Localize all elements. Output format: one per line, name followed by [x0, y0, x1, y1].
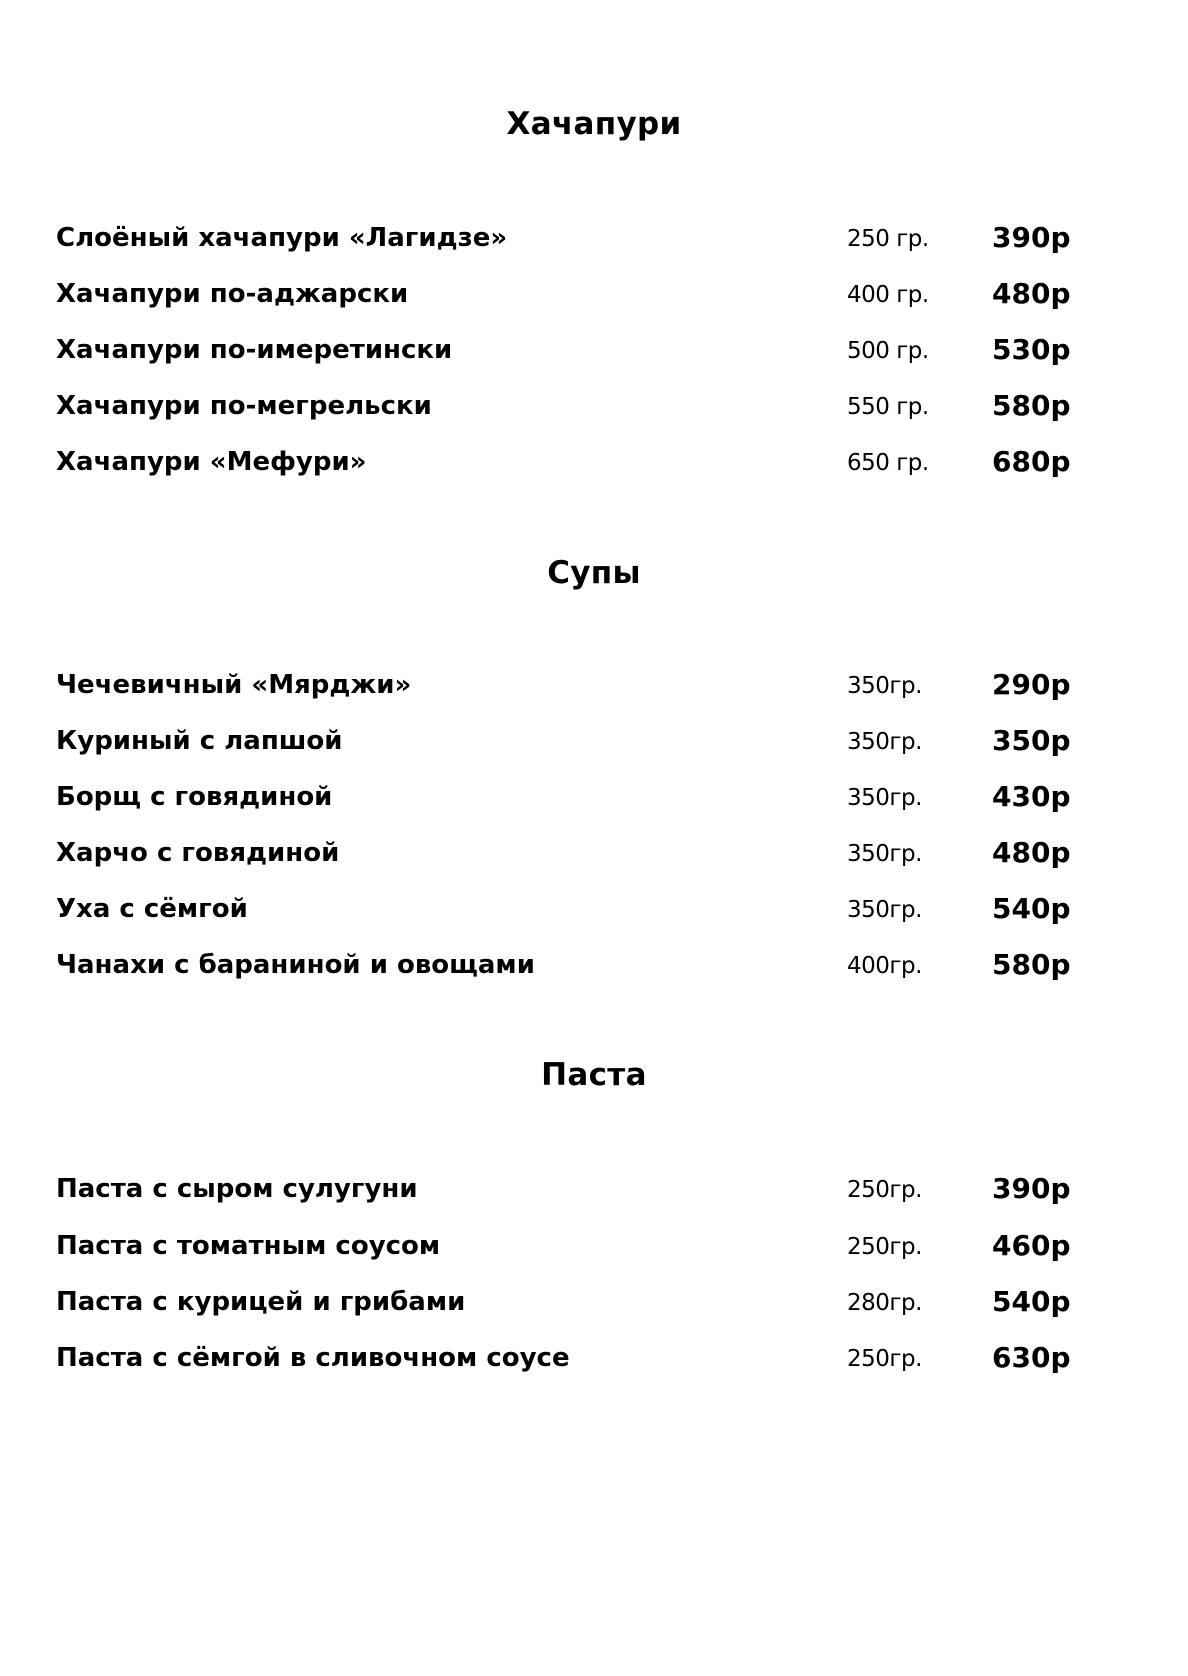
- menu-item: [0, 945, 1188, 985]
- item-weight: 250гр.: [847, 1234, 922, 1260]
- item-price: 480р: [992, 277, 1071, 310]
- item-price: 530р: [992, 333, 1071, 366]
- item-name: Паста с сёмгой в сливочном соусе: [56, 1343, 570, 1373]
- item-weight: 400гр.: [847, 953, 922, 979]
- item-name: Харчо с говядиной: [56, 838, 340, 868]
- item-name: Куриный с лапшой: [56, 726, 343, 756]
- item-name: Хачапури «Мефури»: [56, 447, 367, 477]
- item-weight: 250гр.: [847, 1177, 922, 1203]
- item-price: 680р: [992, 445, 1071, 478]
- item-price: 390р: [992, 1172, 1071, 1205]
- menu-item: [0, 777, 1188, 817]
- item-price: 630р: [992, 1341, 1071, 1374]
- menu-item: [0, 218, 1188, 258]
- item-weight: 400 гр.: [847, 282, 929, 308]
- item-name: Хачапури по-мегрельски: [56, 391, 432, 421]
- item-name: Борщ с говядиной: [56, 782, 333, 812]
- item-weight: 550 гр.: [847, 394, 929, 420]
- item-name: Хачапури по-аджарски: [56, 279, 409, 309]
- item-weight: 350гр.: [847, 673, 922, 699]
- menu-item: [0, 1226, 1188, 1266]
- item-name: Паста с сыром сулугуни: [56, 1174, 418, 1204]
- item-weight: 280гр.: [847, 1290, 922, 1316]
- item-price: 580р: [992, 389, 1071, 422]
- item-price: 290р: [992, 668, 1071, 701]
- item-weight: 350гр.: [847, 841, 922, 867]
- item-name: Чанахи с бараниной и овощами: [56, 950, 535, 980]
- menu-item: [0, 442, 1188, 482]
- section-title: Хачапури: [506, 106, 682, 142]
- item-name: Хачапури по-имеретински: [56, 335, 453, 365]
- section-title: Паста: [541, 1057, 647, 1093]
- item-weight: 350гр.: [847, 729, 922, 755]
- item-name: Паста с курицей и грибами: [56, 1287, 466, 1317]
- menu-item: [0, 889, 1188, 929]
- item-weight: 250 гр.: [847, 226, 929, 252]
- item-price: 540р: [992, 892, 1071, 925]
- item-weight: 650 гр.: [847, 450, 929, 476]
- menu-item: [0, 386, 1188, 426]
- menu-item: [0, 665, 1188, 705]
- menu-item: [0, 1282, 1188, 1322]
- item-name: Паста с томатным соусом: [56, 1231, 441, 1261]
- menu-item: [0, 721, 1188, 761]
- item-price: 350р: [992, 724, 1071, 757]
- item-price: 540р: [992, 1285, 1071, 1318]
- menu-item: [0, 274, 1188, 314]
- item-weight: 500 гр.: [847, 338, 929, 364]
- item-price: 580р: [992, 948, 1071, 981]
- item-price: 430р: [992, 780, 1071, 813]
- item-name: Уха с сёмгой: [56, 894, 248, 924]
- item-weight: 350гр.: [847, 897, 922, 923]
- item-price: 460р: [992, 1229, 1071, 1262]
- item-price: 480р: [992, 836, 1071, 869]
- item-price: 390р: [992, 221, 1071, 254]
- menu-item: [0, 330, 1188, 370]
- section-title: Супы: [547, 555, 641, 591]
- item-name: Чечевичный «Мярджи»: [56, 670, 412, 700]
- item-weight: 250гр.: [847, 1346, 922, 1372]
- menu-item: [0, 1338, 1188, 1378]
- item-weight: 350гр.: [847, 785, 922, 811]
- item-name: Слоёный хачапури «Лагидзе»: [56, 223, 508, 253]
- menu-item: [0, 833, 1188, 873]
- menu-item: [0, 1169, 1188, 1209]
